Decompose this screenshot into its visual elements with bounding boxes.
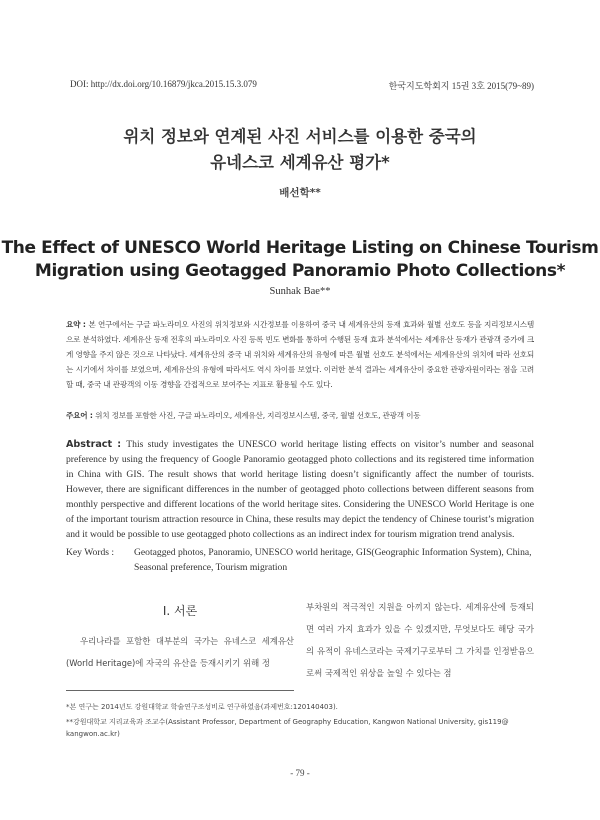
footnote-affiliation: **강원대학교 지리교육과 조교수(Assistant Professor, Department of Geography Education, Kangwon National University, gis119@ [66,718,509,726]
intro-left-column: 우리나라를 포함한 대부분의 국가는 유네스코 세계유산(World Heritage)에 자국의 유산을 등재시키기 위해 정 [66,636,294,668]
abstract-korean-text: 본 연구에서는 구글 파노라미오 사진의 위치정보와 시간정보를 이용하여 중국 내 세계유산의 등재 효과와 월별 선호도 등을 지리정보시스템으로 분석하였다. 세계유산 등재 전후의 파노라미오 사진 등록 빈도 변화를 통하여 수행된 등재 효과 분석에서는 세계유산 등재가 관광객 증가에 크게 영향을 주지 않은 것으로 나타났다. 세계유산의 중국 내 위치와 세계유산의 유형에 따른 월별 선호도 분석에서는 세계유산의 위치에 따라 선호되는 시기에서 차이를 보였으며, 세계유산의 유형에 따라서도 역시 차이를 보였다. 이러한 분석 결과는 세계유산이 중요한 관광자원이라는 점을 고려할 때, 중국 내 관광객의 이동 경향을 간접적으로 보여주는 지표로 활용될 수도 있다. [66,320,534,389]
keywords-english-label: Key Words : [66,547,115,558]
keywords-english [66,545,536,573]
footnote-funding: *본 연구는 2014년도 강원대학교 학술연구조성비로 연구하였음(과제번호:120140403). [66,703,338,711]
journal-header: 한국지도학회지 15권 3호 2015(79~89) [388,81,534,91]
title-korean-line2: 유네스코 세계유산 평가* [210,153,390,172]
author-english: Sunhak Bae** [269,286,331,297]
abstract-korean-label: 요약 : [66,320,89,329]
page-number: - 79 - [290,768,310,778]
abstract-english-label: Abstract : [66,439,127,450]
abstract-english [66,437,534,542]
title-english-line2: Migration using Geotagged Panoramio Photo Collections* [34,261,566,281]
abstract-english-text: This study investigates the UNESCO world heritage listing effects on visitor’s number and seasonal preference by using the frequency of Google Panoramio geotagged photo collections and its registered time information in China with GIS. The result shows that world heritage listing doesn’t significantly affect the number of tourists. However, there are significant differences in the number of geotagged photo collections between different seasons from monthly perspective and different locations of the world heritage sites. Considering the UNESCO World Heritage is one of the important tourism attraction resource in China, these results may depict the tendency of Chinese tourist’s migration and it would be possible to use geotagged photo collections as an indirect index for tourism migration trend analysis. [66,439,534,540]
doi-header: DOI: http://dx.doi.org/10.16879/jkca.2015.15.3.079 [70,79,257,89]
keywords-korean-label: 주요어 : [66,411,96,420]
author-korean: 배선학** [279,187,321,199]
footnote-affiliation-cont: kangwon.ac.kr) [66,730,120,738]
footnote-divider [66,690,294,691]
title-korean-line1: 위치 정보와 연계된 사진 서비스를 이용한 중국의 [123,127,477,146]
intro-right-column: 부차원의 적극적인 지원을 아끼지 않는다. 세계유산에 등재되면 여러 가지 효과가 있을 수 있겠지만, 무엇보다도 해당 국가의 유적이 유네스코라는 국제기구로부터 그 가치를 인정받음으로써 국제적인 위상을 높일 수 있다는 점 [306,602,534,678]
abstract-korean [66,317,534,392]
keywords-english-text: Geotagged photos, Panoramio, UNESCO world heritage, GIS(Geographic Information System), China, Seasonal preference, Tourism migration [134,547,532,573]
title-english-line1: The Effect of UNESCO World Heritage Listing on Chinese Tourism [1,238,599,258]
keywords-korean [66,408,534,423]
section-title-introduction: I. 서론 [162,604,198,618]
keywords-korean-text: 위치 정보를 포함한 사진, 구글 파노라미오, 세계유산, 지리정보시스템, 중국, 월별 선호도, 관광객 이동 [95,411,421,420]
